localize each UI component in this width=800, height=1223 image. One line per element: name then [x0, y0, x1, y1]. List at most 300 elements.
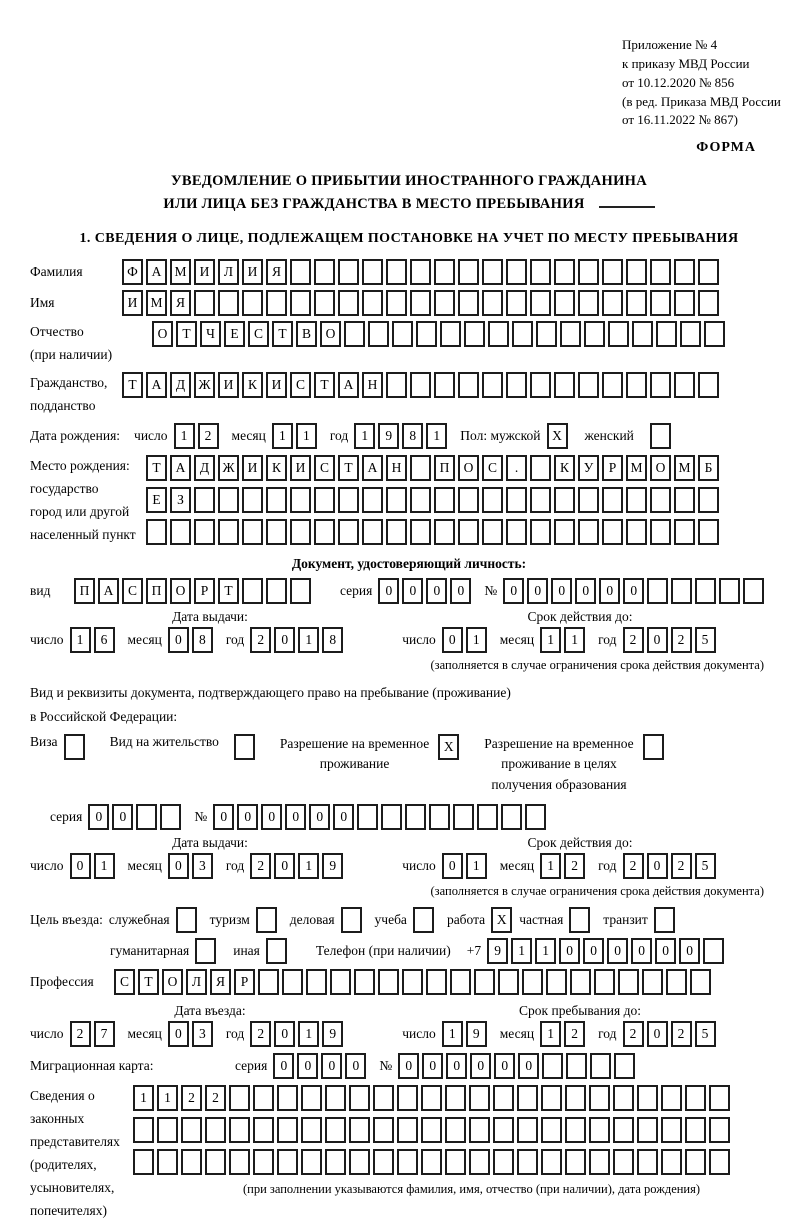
char-box[interactable]: 0	[679, 938, 700, 964]
checkbox[interactable]	[176, 907, 197, 933]
char-box[interactable]: 0	[450, 578, 471, 604]
char-box[interactable]	[373, 1149, 394, 1175]
char-box[interactable]	[301, 1149, 322, 1175]
char-box[interactable]	[488, 321, 509, 347]
char-box[interactable]	[661, 1149, 682, 1175]
char-box[interactable]: А	[146, 372, 167, 398]
char-box[interactable]: 2	[623, 853, 644, 879]
char-box[interactable]: Р	[602, 455, 623, 481]
char-box[interactable]: Д	[170, 372, 191, 398]
char-box[interactable]: А	[362, 455, 383, 481]
char-box[interactable]	[690, 969, 711, 995]
char-box[interactable]	[386, 372, 407, 398]
char-box[interactable]	[229, 1117, 250, 1143]
char-box[interactable]: 0	[309, 804, 330, 830]
char-box[interactable]: Т	[122, 372, 143, 398]
char-box[interactable]: 3	[192, 1021, 213, 1047]
char-box[interactable]: И	[218, 372, 239, 398]
char-box[interactable]: 0	[273, 1053, 294, 1079]
char-box[interactable]	[344, 321, 365, 347]
char-box[interactable]	[218, 290, 239, 316]
char-box[interactable]: В	[296, 321, 317, 347]
char-box[interactable]: И	[242, 455, 263, 481]
char-box[interactable]	[614, 1053, 635, 1079]
char-box[interactable]	[618, 969, 639, 995]
checkbox[interactable]: X	[547, 423, 568, 449]
char-box[interactable]: 0	[112, 804, 133, 830]
char-box[interactable]	[242, 290, 263, 316]
char-box[interactable]: 0	[345, 1053, 366, 1079]
char-box[interactable]	[522, 969, 543, 995]
char-box[interactable]: 7	[94, 1021, 115, 1047]
char-box[interactable]	[421, 1085, 442, 1111]
char-box[interactable]: 0	[261, 804, 282, 830]
char-box[interactable]	[578, 290, 599, 316]
checkbox[interactable]	[643, 734, 664, 760]
char-box[interactable]: О	[152, 321, 173, 347]
char-box[interactable]	[554, 487, 575, 513]
char-box[interactable]	[194, 290, 215, 316]
char-box[interactable]	[133, 1117, 154, 1143]
char-box[interactable]: 2	[623, 1021, 644, 1047]
char-box[interactable]	[357, 804, 378, 830]
char-box[interactable]	[674, 519, 695, 545]
char-box[interactable]	[458, 487, 479, 513]
char-box[interactable]	[290, 290, 311, 316]
char-box[interactable]	[136, 804, 157, 830]
char-box[interactable]	[434, 290, 455, 316]
char-box[interactable]	[656, 321, 677, 347]
char-box[interactable]	[542, 1053, 563, 1079]
char-box[interactable]: 0	[655, 938, 676, 964]
char-box[interactable]	[517, 1149, 538, 1175]
char-box[interactable]	[277, 1149, 298, 1175]
char-box[interactable]	[464, 321, 485, 347]
char-box[interactable]	[445, 1117, 466, 1143]
char-box[interactable]	[650, 487, 671, 513]
char-box[interactable]: 2	[250, 627, 271, 653]
char-box[interactable]: 0	[88, 804, 109, 830]
char-box[interactable]	[368, 321, 389, 347]
char-box[interactable]: 1	[133, 1085, 154, 1111]
char-box[interactable]	[589, 1085, 610, 1111]
char-box[interactable]: 1	[535, 938, 556, 964]
char-box[interactable]	[410, 372, 431, 398]
char-box[interactable]	[578, 519, 599, 545]
char-box[interactable]	[602, 519, 623, 545]
char-box[interactable]: С	[290, 372, 311, 398]
checkbox[interactable]	[234, 734, 255, 760]
char-box[interactable]	[743, 578, 764, 604]
char-box[interactable]: 5	[695, 853, 716, 879]
char-box[interactable]: 2	[671, 627, 692, 653]
char-box[interactable]: 0	[297, 1053, 318, 1079]
char-box[interactable]	[325, 1117, 346, 1143]
char-box[interactable]: 3	[192, 853, 213, 879]
char-box[interactable]	[445, 1149, 466, 1175]
checkbox[interactable]	[413, 907, 434, 933]
char-box[interactable]: 1	[296, 423, 317, 449]
char-box[interactable]: 0	[168, 627, 189, 653]
char-box[interactable]	[482, 290, 503, 316]
char-box[interactable]	[525, 804, 546, 830]
char-box[interactable]	[560, 321, 581, 347]
char-box[interactable]: А	[146, 259, 167, 285]
char-box[interactable]	[578, 487, 599, 513]
char-box[interactable]	[685, 1085, 706, 1111]
char-box[interactable]	[541, 1117, 562, 1143]
char-box[interactable]: О	[320, 321, 341, 347]
char-box[interactable]	[205, 1117, 226, 1143]
char-box[interactable]	[554, 290, 575, 316]
checkbox[interactable]	[569, 907, 590, 933]
char-box[interactable]	[405, 804, 426, 830]
char-box[interactable]: А	[170, 455, 191, 481]
char-box[interactable]	[314, 290, 335, 316]
char-box[interactable]	[458, 259, 479, 285]
char-box[interactable]	[253, 1117, 274, 1143]
char-box[interactable]: 1	[272, 423, 293, 449]
char-box[interactable]: 0	[470, 1053, 491, 1079]
char-box[interactable]	[602, 372, 623, 398]
char-box[interactable]: 0	[378, 578, 399, 604]
char-box[interactable]: К	[554, 455, 575, 481]
char-box[interactable]	[325, 1085, 346, 1111]
char-box[interactable]	[698, 519, 719, 545]
char-box[interactable]: 1	[157, 1085, 178, 1111]
char-box[interactable]: 1	[298, 627, 319, 653]
char-box[interactable]	[506, 290, 527, 316]
char-box[interactable]: З	[170, 487, 191, 513]
char-box[interactable]	[242, 519, 263, 545]
char-box[interactable]: 0	[583, 938, 604, 964]
checkbox[interactable]	[266, 938, 287, 964]
char-box[interactable]: 0	[333, 804, 354, 830]
char-box[interactable]	[674, 290, 695, 316]
char-box[interactable]	[266, 290, 287, 316]
char-box[interactable]: 2	[564, 853, 585, 879]
char-box[interactable]	[674, 372, 695, 398]
char-box[interactable]	[253, 1149, 274, 1175]
char-box[interactable]: 0	[647, 1021, 668, 1047]
char-box[interactable]: М	[626, 455, 647, 481]
char-box[interactable]	[578, 372, 599, 398]
char-box[interactable]	[719, 578, 740, 604]
char-box[interactable]	[709, 1117, 730, 1143]
char-box[interactable]: 0	[426, 578, 447, 604]
char-box[interactable]	[373, 1117, 394, 1143]
char-box[interactable]: М	[170, 259, 191, 285]
char-box[interactable]	[386, 519, 407, 545]
char-box[interactable]	[314, 519, 335, 545]
char-box[interactable]	[397, 1149, 418, 1175]
char-box[interactable]	[266, 487, 287, 513]
char-box[interactable]	[613, 1149, 634, 1175]
char-box[interactable]: 1	[540, 627, 561, 653]
char-box[interactable]: 0	[168, 853, 189, 879]
char-box[interactable]: 1	[94, 853, 115, 879]
char-box[interactable]	[218, 519, 239, 545]
char-box[interactable]	[506, 487, 527, 513]
char-box[interactable]	[458, 372, 479, 398]
char-box[interactable]	[338, 259, 359, 285]
char-box[interactable]: 6	[94, 627, 115, 653]
char-box[interactable]: Я	[210, 969, 231, 995]
char-box[interactable]	[709, 1085, 730, 1111]
char-box[interactable]	[349, 1085, 370, 1111]
char-box[interactable]	[325, 1149, 346, 1175]
char-box[interactable]	[698, 372, 719, 398]
char-box[interactable]	[434, 487, 455, 513]
char-box[interactable]	[338, 290, 359, 316]
char-box[interactable]	[709, 1149, 730, 1175]
char-box[interactable]: 0	[274, 1021, 295, 1047]
char-box[interactable]	[421, 1149, 442, 1175]
char-box[interactable]: 2	[205, 1085, 226, 1111]
char-box[interactable]: С	[248, 321, 269, 347]
char-box[interactable]	[671, 578, 692, 604]
char-box[interactable]	[565, 1149, 586, 1175]
char-box[interactable]: 8	[322, 627, 343, 653]
char-box[interactable]	[474, 969, 495, 995]
char-box[interactable]: Б	[698, 455, 719, 481]
checkbox[interactable]	[64, 734, 85, 760]
char-box[interactable]	[650, 290, 671, 316]
char-box[interactable]: 0	[518, 1053, 539, 1079]
char-box[interactable]: 0	[446, 1053, 467, 1079]
char-box[interactable]	[530, 259, 551, 285]
char-box[interactable]: 0	[274, 853, 295, 879]
char-box[interactable]	[674, 259, 695, 285]
char-box[interactable]: 2	[671, 853, 692, 879]
char-box[interactable]: 1	[466, 853, 487, 879]
char-box[interactable]: 0	[321, 1053, 342, 1079]
char-box[interactable]	[229, 1085, 250, 1111]
char-box[interactable]: И	[290, 455, 311, 481]
char-box[interactable]	[362, 290, 383, 316]
char-box[interactable]	[613, 1085, 634, 1111]
char-box[interactable]	[650, 259, 671, 285]
char-box[interactable]: 0	[285, 804, 306, 830]
char-box[interactable]	[517, 1117, 538, 1143]
char-box[interactable]	[517, 1085, 538, 1111]
char-box[interactable]	[362, 519, 383, 545]
char-box[interactable]	[410, 290, 431, 316]
char-box[interactable]	[501, 804, 522, 830]
char-box[interactable]: К	[266, 455, 287, 481]
char-box[interactable]: О	[162, 969, 183, 995]
char-box[interactable]: 1	[426, 423, 447, 449]
char-box[interactable]: 9	[466, 1021, 487, 1047]
char-box[interactable]	[469, 1117, 490, 1143]
checkbox[interactable]	[654, 907, 675, 933]
char-box[interactable]	[410, 455, 431, 481]
char-box[interactable]	[429, 804, 450, 830]
char-box[interactable]	[290, 259, 311, 285]
char-box[interactable]	[626, 372, 647, 398]
char-box[interactable]: 1	[174, 423, 195, 449]
char-box[interactable]	[282, 969, 303, 995]
char-box[interactable]	[181, 1149, 202, 1175]
char-box[interactable]: 8	[402, 423, 423, 449]
char-box[interactable]	[506, 372, 527, 398]
char-box[interactable]: Т	[138, 969, 159, 995]
char-box[interactable]	[703, 938, 724, 964]
char-box[interactable]: Р	[194, 578, 215, 604]
char-box[interactable]	[578, 259, 599, 285]
char-box[interactable]: Т	[146, 455, 167, 481]
char-box[interactable]	[650, 519, 671, 545]
char-box[interactable]	[626, 519, 647, 545]
char-box[interactable]: 0	[647, 627, 668, 653]
char-box[interactable]	[626, 290, 647, 316]
char-box[interactable]: У	[578, 455, 599, 481]
char-box[interactable]	[541, 1149, 562, 1175]
char-box[interactable]: 8	[192, 627, 213, 653]
char-box[interactable]	[434, 519, 455, 545]
char-box[interactable]: Т	[314, 372, 335, 398]
char-box[interactable]	[626, 487, 647, 513]
char-box[interactable]: Т	[218, 578, 239, 604]
char-box[interactable]: 0	[398, 1053, 419, 1079]
char-box[interactable]	[536, 321, 557, 347]
char-box[interactable]: 1	[442, 1021, 463, 1047]
char-box[interactable]	[301, 1117, 322, 1143]
char-box[interactable]	[421, 1117, 442, 1143]
char-box[interactable]: 2	[250, 1021, 271, 1047]
char-box[interactable]: И	[266, 372, 287, 398]
char-box[interactable]: К	[242, 372, 263, 398]
char-box[interactable]	[570, 969, 591, 995]
char-box[interactable]	[642, 969, 663, 995]
checkbox[interactable]	[256, 907, 277, 933]
char-box[interactable]: Е	[224, 321, 245, 347]
char-box[interactable]: 0	[237, 804, 258, 830]
char-box[interactable]	[661, 1117, 682, 1143]
char-box[interactable]: 0	[402, 578, 423, 604]
char-box[interactable]	[314, 487, 335, 513]
char-box[interactable]	[386, 290, 407, 316]
char-box[interactable]	[170, 519, 191, 545]
char-box[interactable]	[381, 804, 402, 830]
char-box[interactable]: Т	[272, 321, 293, 347]
char-box[interactable]: И	[194, 259, 215, 285]
char-box[interactable]: 0	[168, 1021, 189, 1047]
char-box[interactable]	[685, 1149, 706, 1175]
char-box[interactable]: 1	[540, 853, 561, 879]
char-box[interactable]: П	[434, 455, 455, 481]
char-box[interactable]	[698, 487, 719, 513]
char-box[interactable]	[354, 969, 375, 995]
char-box[interactable]: С	[114, 969, 135, 995]
char-box[interactable]	[450, 969, 471, 995]
char-box[interactable]	[666, 969, 687, 995]
char-box[interactable]	[290, 487, 311, 513]
char-box[interactable]	[338, 487, 359, 513]
char-box[interactable]	[242, 487, 263, 513]
char-box[interactable]: 0	[422, 1053, 443, 1079]
char-box[interactable]	[362, 259, 383, 285]
char-box[interactable]	[594, 969, 615, 995]
char-box[interactable]: Я	[170, 290, 191, 316]
char-box[interactable]	[608, 321, 629, 347]
char-box[interactable]: 2	[181, 1085, 202, 1111]
char-box[interactable]	[661, 1085, 682, 1111]
char-box[interactable]	[493, 1117, 514, 1143]
char-box[interactable]: 5	[695, 627, 716, 653]
char-box[interactable]: 0	[494, 1053, 515, 1079]
char-box[interactable]: 0	[647, 853, 668, 879]
char-box[interactable]	[290, 519, 311, 545]
char-box[interactable]: И	[122, 290, 143, 316]
char-box[interactable]: С	[314, 455, 335, 481]
char-box[interactable]	[349, 1117, 370, 1143]
char-box[interactable]	[493, 1149, 514, 1175]
char-box[interactable]	[650, 372, 671, 398]
char-box[interactable]	[410, 259, 431, 285]
char-box[interactable]	[397, 1117, 418, 1143]
char-box[interactable]: 1	[298, 1021, 319, 1047]
checkbox[interactable]: X	[491, 907, 512, 933]
char-box[interactable]: О	[650, 455, 671, 481]
char-box[interactable]	[410, 519, 431, 545]
char-box[interactable]	[698, 259, 719, 285]
char-box[interactable]: Ж	[218, 455, 239, 481]
char-box[interactable]: О	[170, 578, 191, 604]
char-box[interactable]	[301, 1085, 322, 1111]
char-box[interactable]: Е	[146, 487, 167, 513]
char-box[interactable]	[685, 1117, 706, 1143]
char-box[interactable]	[378, 969, 399, 995]
char-box[interactable]	[266, 578, 287, 604]
checkbox[interactable]	[650, 423, 671, 449]
char-box[interactable]: 2	[198, 423, 219, 449]
char-box[interactable]: 1	[466, 627, 487, 653]
char-box[interactable]: 0	[213, 804, 234, 830]
char-box[interactable]: 9	[378, 423, 399, 449]
char-box[interactable]: Н	[386, 455, 407, 481]
char-box[interactable]: 0	[607, 938, 628, 964]
char-box[interactable]: 9	[322, 1021, 343, 1047]
char-box[interactable]	[590, 1053, 611, 1079]
char-box[interactable]: Л	[186, 969, 207, 995]
char-box[interactable]	[277, 1085, 298, 1111]
char-box[interactable]	[218, 487, 239, 513]
char-box[interactable]	[698, 290, 719, 316]
char-box[interactable]: А	[98, 578, 119, 604]
char-box[interactable]	[392, 321, 413, 347]
char-box[interactable]: 1	[564, 627, 585, 653]
char-box[interactable]	[512, 321, 533, 347]
char-box[interactable]	[416, 321, 437, 347]
char-box[interactable]	[402, 969, 423, 995]
char-box[interactable]	[181, 1117, 202, 1143]
char-box[interactable]	[584, 321, 605, 347]
char-box[interactable]: П	[146, 578, 167, 604]
checkbox[interactable]	[195, 938, 216, 964]
char-box[interactable]: Т	[338, 455, 359, 481]
char-box[interactable]: Н	[362, 372, 383, 398]
char-box[interactable]	[546, 969, 567, 995]
char-box[interactable]	[157, 1149, 178, 1175]
char-box[interactable]	[242, 578, 263, 604]
char-box[interactable]	[680, 321, 701, 347]
char-box[interactable]	[194, 519, 215, 545]
char-box[interactable]	[445, 1085, 466, 1111]
char-box[interactable]: Л	[218, 259, 239, 285]
char-box[interactable]	[362, 487, 383, 513]
char-box[interactable]: М	[146, 290, 167, 316]
